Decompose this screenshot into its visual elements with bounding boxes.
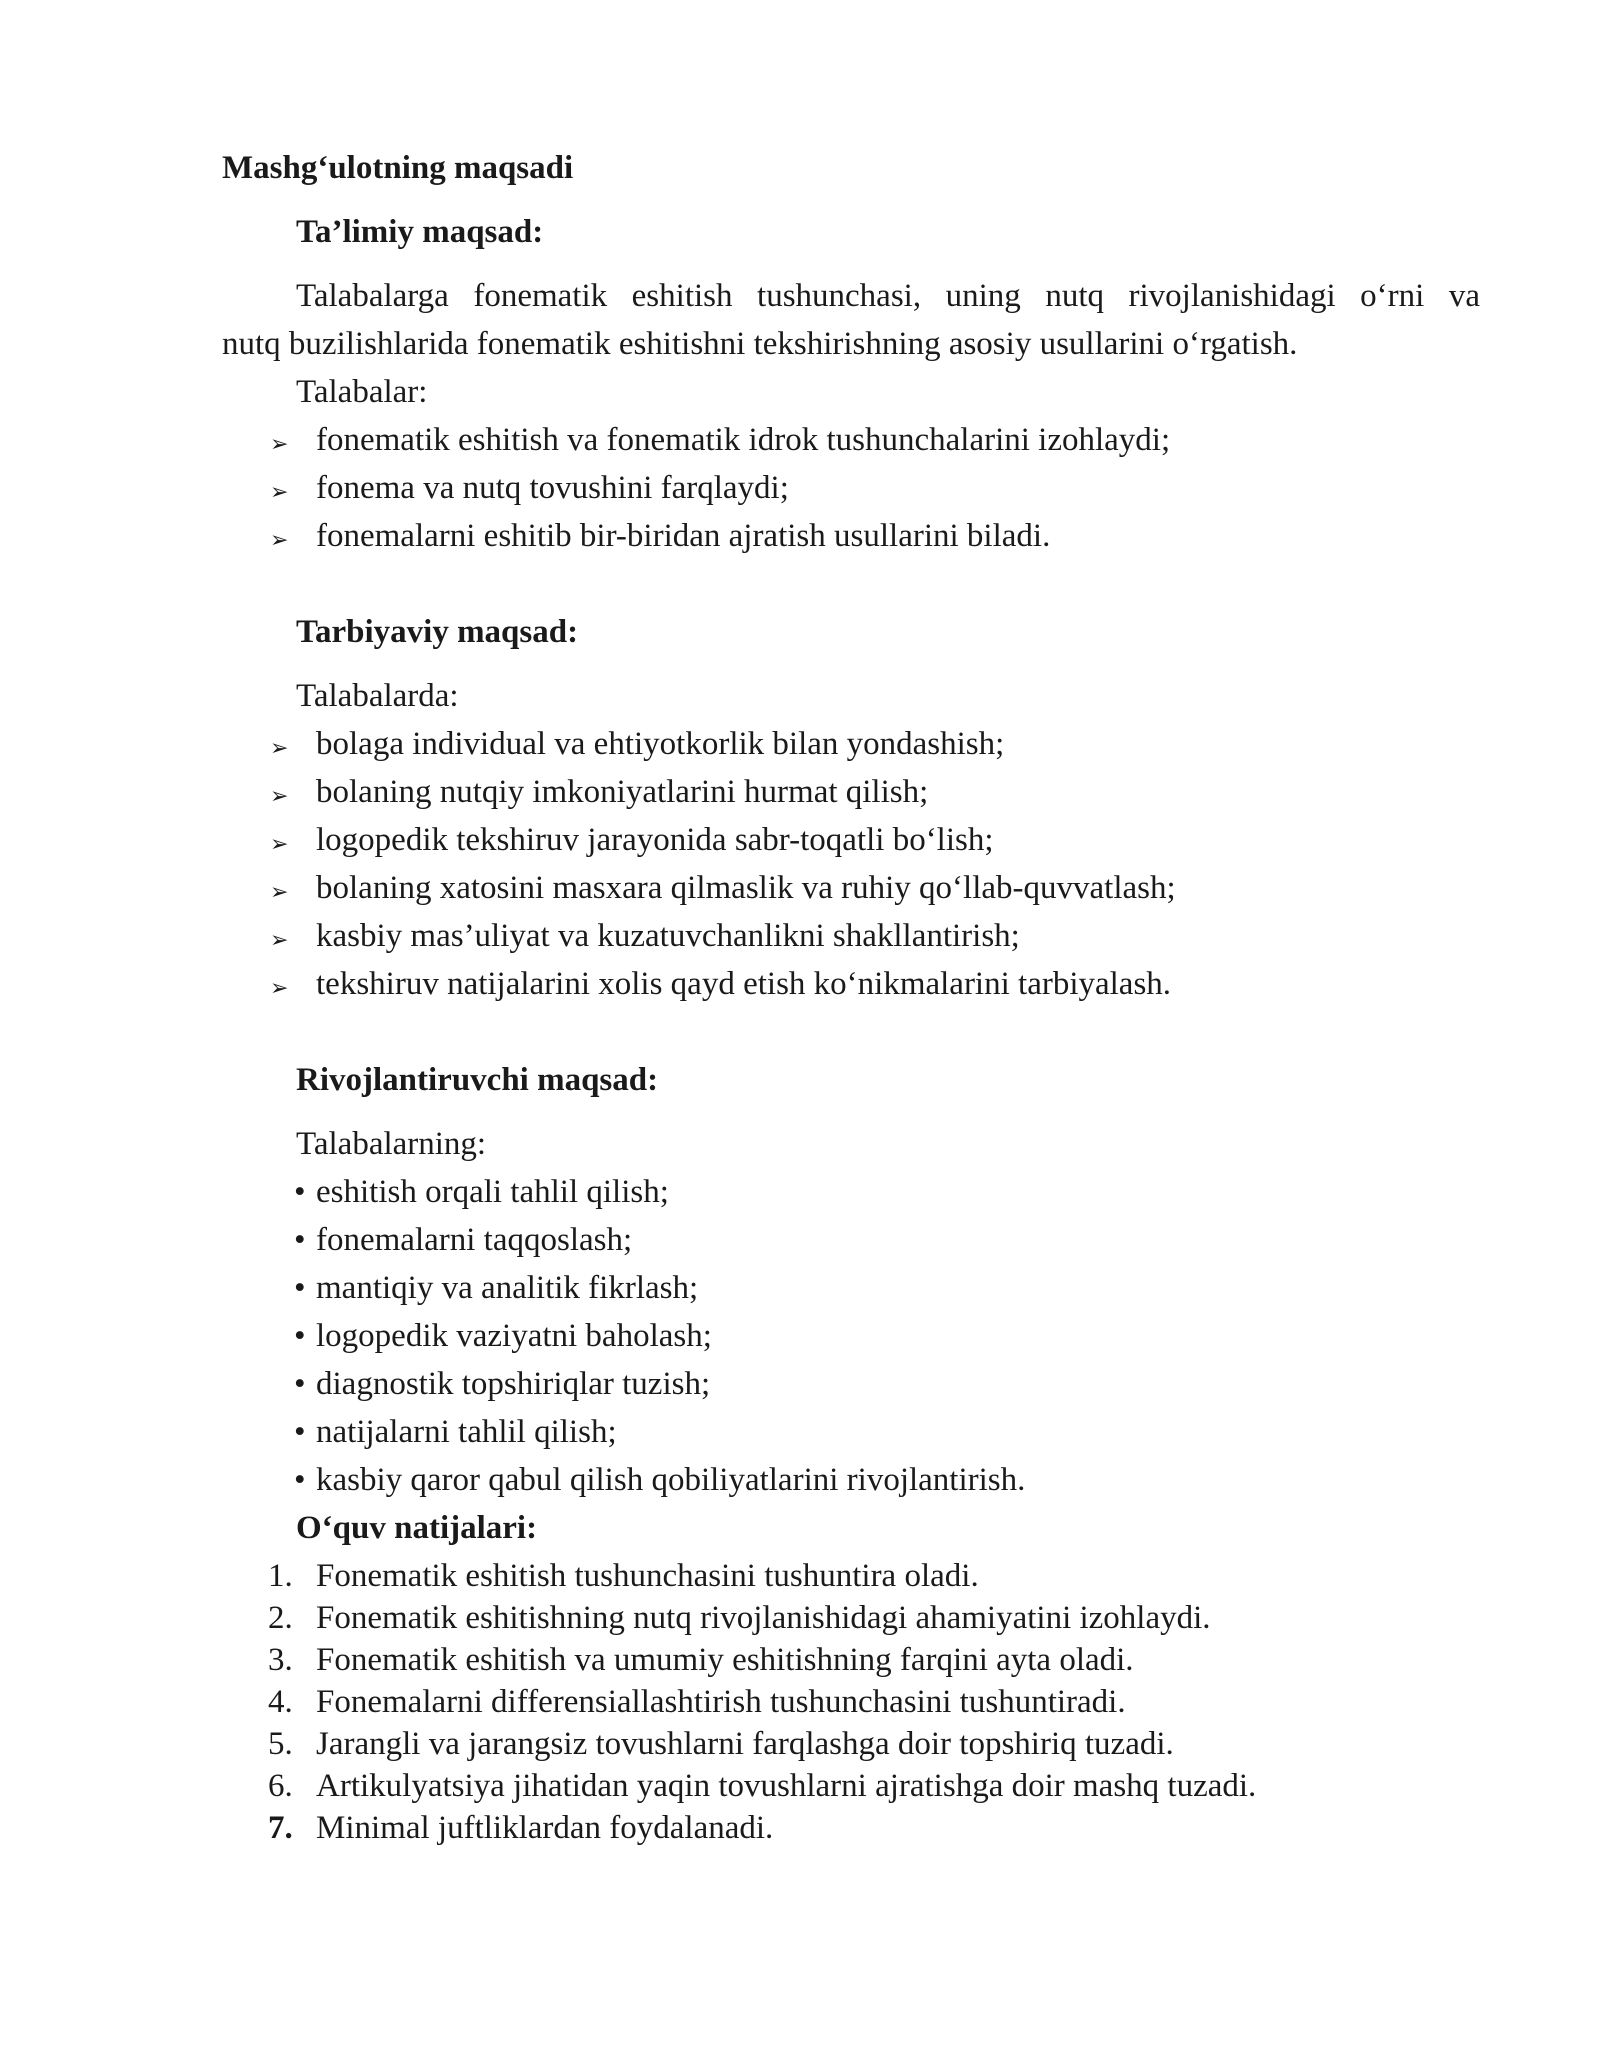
- dot-bullet-icon: •: [294, 1318, 306, 1354]
- list-item: fonemalarni taqqoslash;: [316, 1222, 633, 1258]
- arrow-bullet-icon: ➢: [270, 784, 289, 809]
- list-item: kasbiy qaror qabul qilish qobiliyatlarini rivojlantirish.: [316, 1462, 1026, 1498]
- arrow-bullet-icon: ➢: [270, 880, 289, 905]
- list-item: natijalarni tahlil qilish;: [316, 1414, 617, 1450]
- list-item: logopedik tekshiruv jarayonida sabr-toqatli bo‘lish;: [316, 822, 994, 858]
- dot-bullet-icon: •: [294, 1174, 306, 1210]
- list-item: fonema va nutq tovushini farqlaydi;: [316, 470, 789, 506]
- section-heading-educational: Ta’limiy maqsad:: [296, 214, 544, 250]
- dot-bullet-icon: •: [294, 1414, 306, 1450]
- page-title: Mashg‘ulotning maqsadi: [222, 150, 574, 186]
- list-item: Fonematik eshitish tushunchasini tushuntira oladi.: [316, 1558, 979, 1594]
- list-number: 6.: [268, 1768, 293, 1804]
- section-heading-upbringing: Tarbiyaviy maqsad:: [296, 614, 579, 650]
- list-item: Jarangli va jarangsiz tovushlarni farqlashga doir topshiriq tuzadi.: [316, 1726, 1174, 1762]
- paragraph-line: Talabalarga fonematik eshitish tushunchasi, uning nutq rivojlanishidagi o‘rni va: [296, 278, 1480, 314]
- list-number: 2.: [268, 1600, 293, 1636]
- list-number: 5.: [268, 1726, 293, 1762]
- arrow-bullet-icon: ➢: [270, 736, 289, 761]
- list-intro: Talabalar:: [296, 374, 428, 410]
- dot-bullet-icon: •: [294, 1270, 306, 1306]
- list-item: Fonematik eshitishning nutq rivojlanishidagi ahamiyatini izohlaydi.: [316, 1600, 1211, 1636]
- list-item: bolaga individual va ehtiyotkorlik bilan yondashish;: [316, 726, 1005, 762]
- section-heading-outcomes: O‘quv natijalari:: [296, 1510, 538, 1546]
- list-item: Fonemalarni differensiallashtirish tushunchasini tushuntiradi.: [316, 1684, 1126, 1720]
- list-intro: Talabalarda:: [296, 678, 459, 714]
- list-item: diagnostik topshiriqlar tuzish;: [316, 1366, 711, 1402]
- list-intro: Talabalarning:: [296, 1126, 487, 1162]
- arrow-bullet-icon: ➢: [270, 976, 289, 1001]
- list-item: Fonematik eshitish va umumiy eshitishning farqini ayta oladi.: [316, 1642, 1134, 1678]
- arrow-bullet-icon: ➢: [270, 528, 289, 553]
- list-item: mantiqiy va analitik fikrlash;: [316, 1270, 699, 1306]
- list-item: logopedik vaziyatni baholash;: [316, 1318, 712, 1354]
- list-item: bolaning nutqiy imkoniyatlarini hurmat qilish;: [316, 774, 929, 810]
- section-heading-developmental: Rivojlantiruvchi maqsad:: [296, 1062, 659, 1098]
- list-number: 1.: [268, 1558, 293, 1594]
- list-number: 7.: [268, 1810, 293, 1846]
- dot-bullet-icon: •: [294, 1462, 306, 1498]
- list-item: eshitish orqali tahlil qilish;: [316, 1174, 669, 1210]
- list-item: kasbiy mas’uliyat va kuzatuvchanlikni shakllantirish;: [316, 918, 1020, 954]
- dot-bullet-icon: •: [294, 1222, 306, 1258]
- arrow-bullet-icon: ➢: [270, 480, 289, 505]
- list-item: Minimal juftliklardan foydalanadi.: [316, 1810, 774, 1846]
- list-item: fonemalarni eshitib bir-biridan ajratish usullarini biladi.: [316, 518, 1051, 554]
- arrow-bullet-icon: ➢: [270, 832, 289, 857]
- arrow-bullet-icon: ➢: [270, 928, 289, 953]
- list-number: 4.: [268, 1684, 293, 1720]
- list-item: bolaning xatosini masxara qilmaslik va ruhiy qo‘llab-quvvatlash;: [316, 870, 1176, 906]
- dot-bullet-icon: •: [294, 1366, 306, 1402]
- list-item: fonematik eshitish va fonematik idrok tushunchalarini izohlaydi;: [316, 422, 1171, 458]
- arrow-bullet-icon: ➢: [270, 432, 289, 457]
- list-item: Artikulyatsiya jihatidan yaqin tovushlarni ajratishga doir mashq tuzadi.: [316, 1768, 1257, 1804]
- paragraph-line: nutq buzilishlarida fonematik eshitishni tekshirishning asosiy usullarini o‘rgatish.: [222, 326, 1298, 362]
- list-item: tekshiruv natijalarini xolis qayd etish ko‘nikmalarini tarbiyalash.: [316, 966, 1172, 1002]
- list-number: 3.: [268, 1642, 293, 1678]
